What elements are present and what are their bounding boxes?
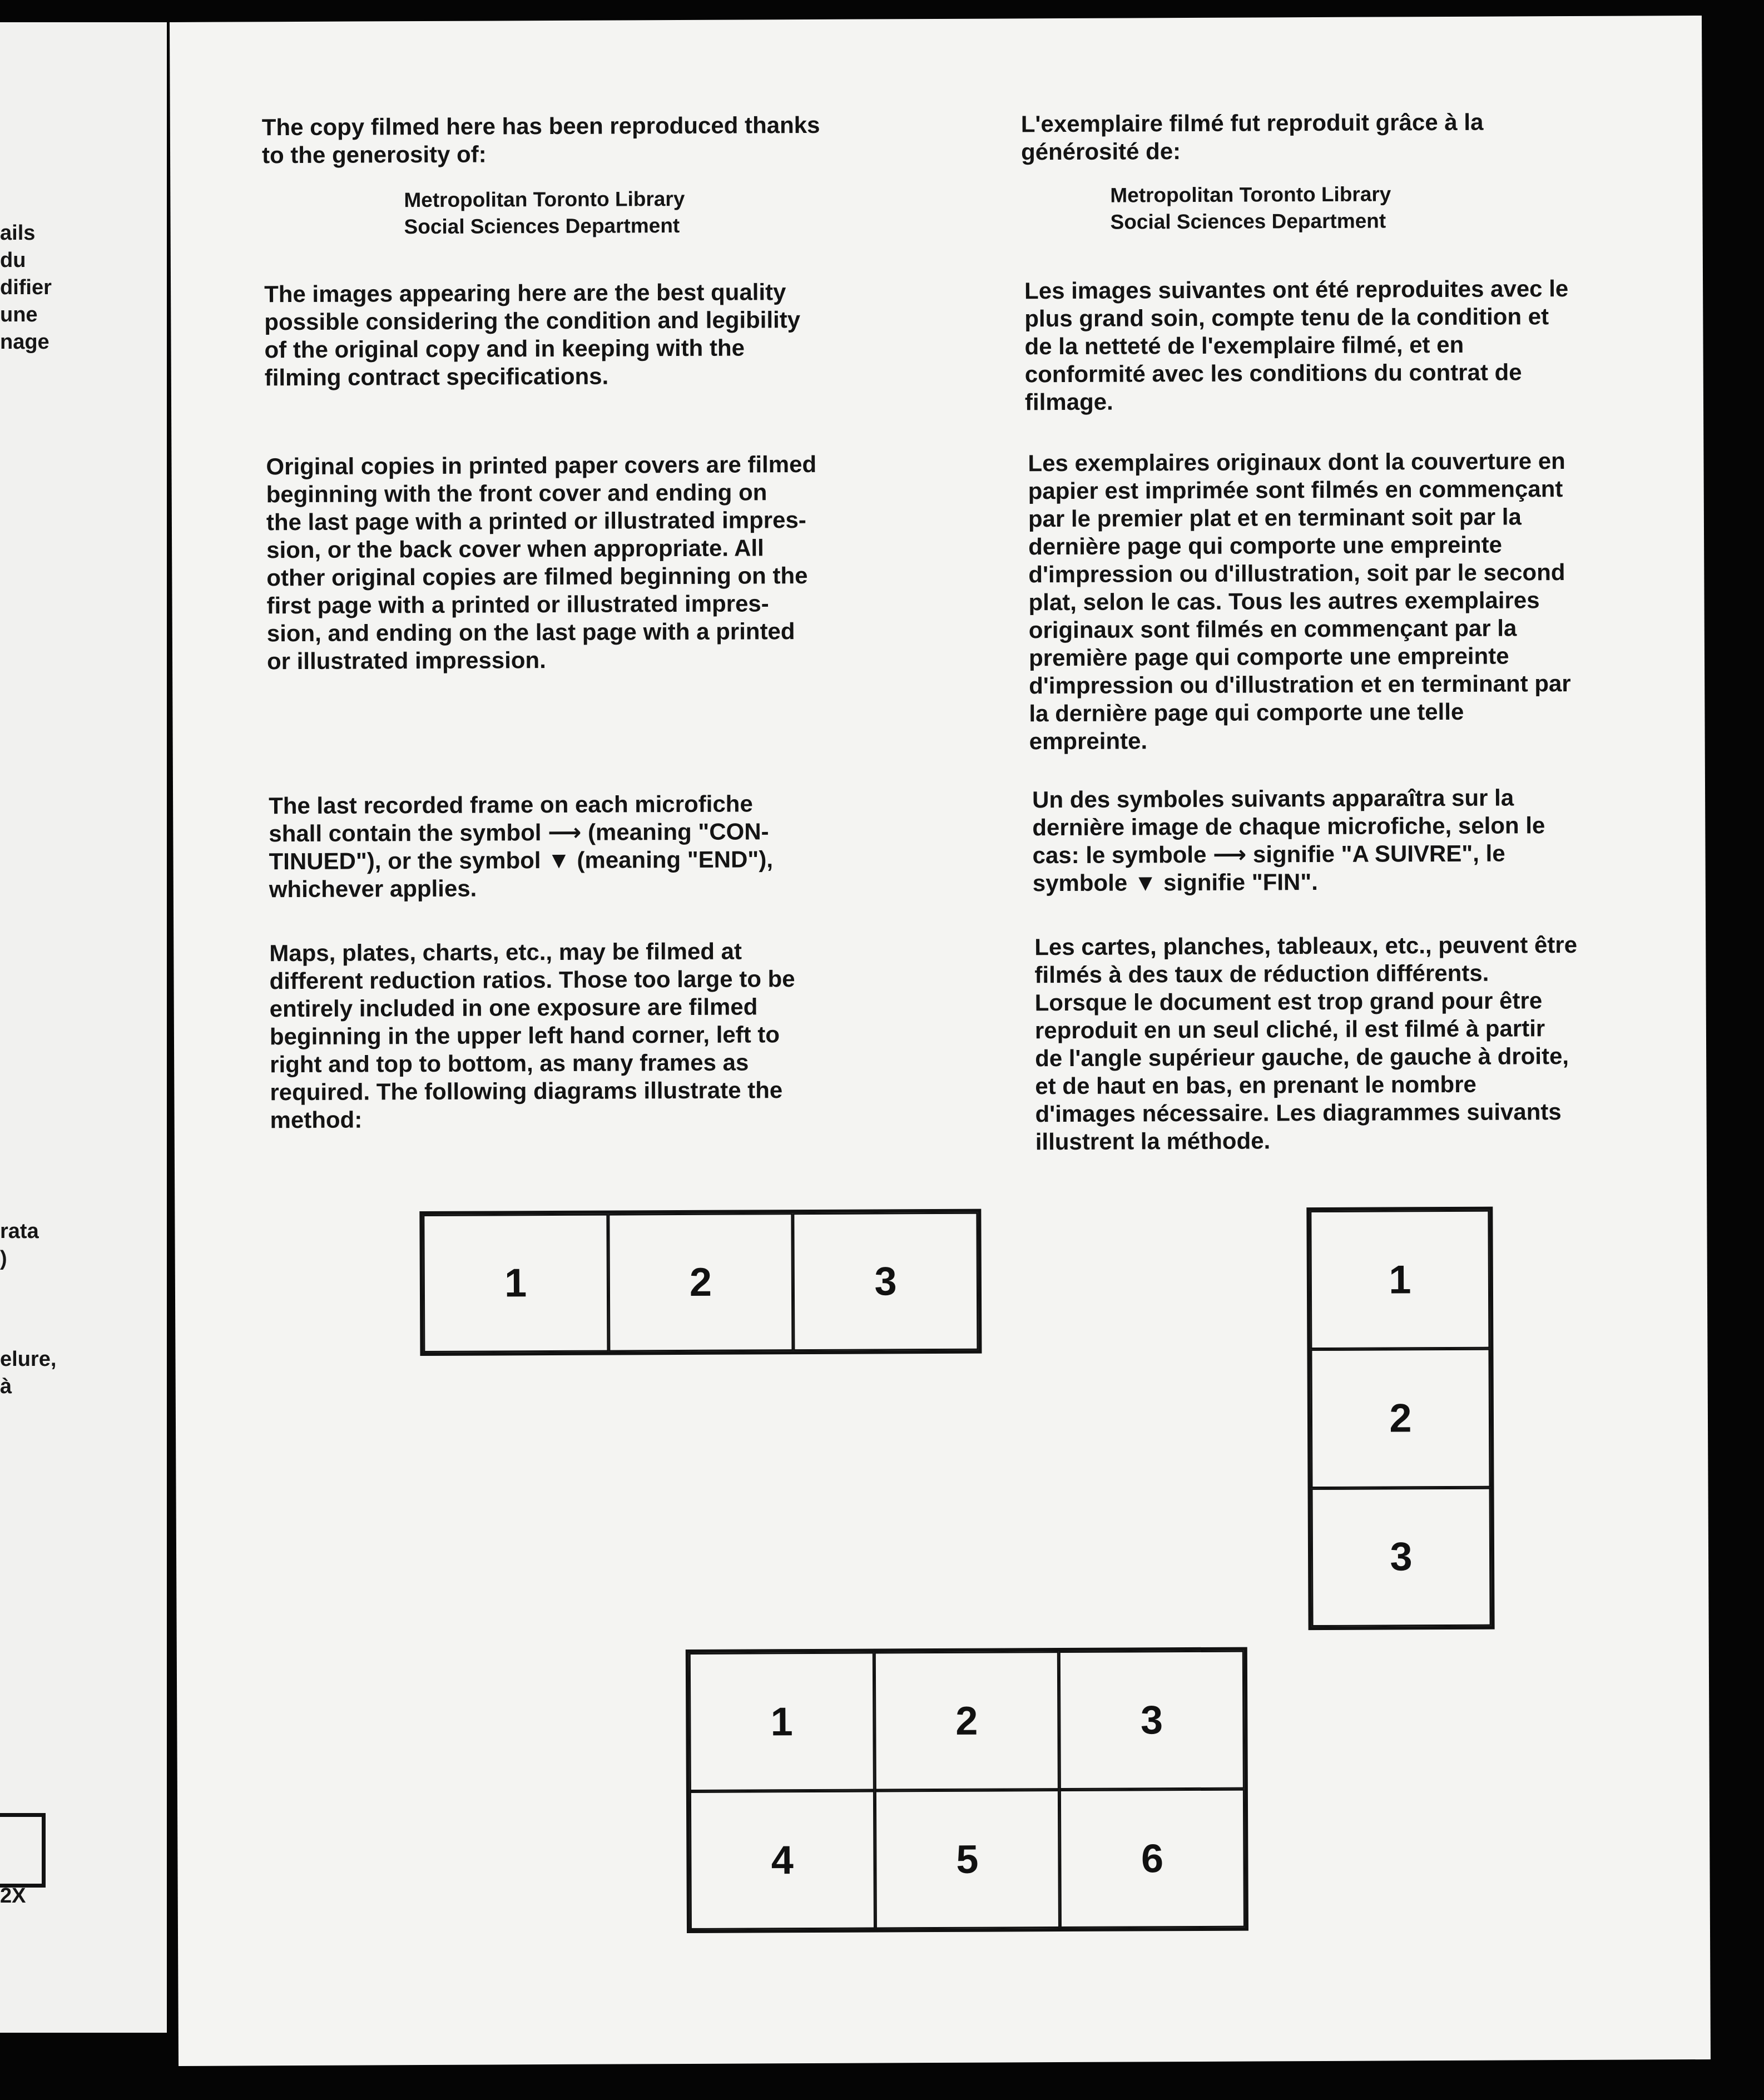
diagram-vertical: [1306, 1207, 1494, 1630]
diagram-cell: 3: [1311, 1487, 1492, 1627]
french-intro: L'exemplaire filmé fut reproduit grâce à la générosité de:: [1020, 108, 1484, 165]
diagram-cell: 2: [1310, 1349, 1490, 1488]
previous-page-text-mid: rata ): [0, 1220, 39, 1270]
diagram-cell: 5: [875, 1790, 1061, 1929]
french-filming-order: Les exemplaires originaux dont la couverture en papier est imprimée sont filmés en commençant par le premier plat et en terminant soit par la dernière page qui comporte une empreinte d'impression ou d'illustration, soit par le second plat, selon le cas. Tous les autres exemplaires originaux sont filmés en commençant par la première page qui comporte une empreinte d'impression ou d'illustration et en terminant par la dernière page qui comporte une telle empreinte.: [1028, 448, 1571, 755]
diagram-cell: 1: [1310, 1210, 1490, 1350]
english-image-quality: The images appearing here are the best quality possible considering the condition and legibility of the original copy and in keeping with the filming contract specifications.: [264, 279, 801, 391]
english-symbols: The last recorded frame on each microfiche shall contain the symbol ⟶ (meaning "CON- TINUED"), or the symbol ▼ (meaning "END"), whichever applies.: [269, 790, 774, 903]
french-library-name: Metropolitan Toronto Library Social Sciences Department: [1110, 182, 1391, 234]
diagram-grid: [686, 1647, 1248, 1933]
english-library-name: Metropolitan Toronto Library Social Sciences Department: [404, 187, 685, 239]
diagram-cell: 2: [874, 1651, 1059, 1790]
previous-page-text-top: ails du difier une nage: [0, 221, 52, 354]
english-intro: The copy filmed here has been reproduced thanks to the generosity of:: [261, 111, 820, 169]
diagram-cell: 3: [793, 1212, 979, 1351]
diagram-cell: 6: [1059, 1789, 1245, 1928]
diagram-cell: 1: [689, 1652, 875, 1791]
document-page: [170, 16, 1711, 2066]
english-maps-plates: Maps, plates, charts, etc., may be filmed at different reduction ratios. Those too large to be entirely included in one exposure are filmed beginning in the upper left hand corner, left to right and top to bottom, as many frames as required. The following diagrams illustrate the method:: [269, 938, 795, 1133]
diagram-horizontal: [419, 1209, 982, 1356]
previous-page-box: [0, 1813, 46, 1888]
french-image-quality: Les images suivantes ont été reproduites avec le plus grand soin, compte tenu de la condition et de la netteté de l'exemplaire filmé, et en conformité avec les conditions du contrat de filmage.: [1024, 275, 1569, 415]
french-symbols: Un des symboles suivants apparaîtra sur la dernière image de chaque microfiche, selon le cas: le symbole ⟶ signifie "A SUIVRE", le symbole ▼ signifie "FIN".: [1032, 784, 1545, 897]
french-maps-plates: Les cartes, planches, tableaux, etc., peuvent être filmés à des taux de réduction différents. Lorsque le document est trop grand pour être reproduit en un seul cliché, il est filmé à partir de l'angle supérieur gauche, de gauche à droite, et de haut en bas, en prenant le nombre d'images nécessaire. Les diagrammes suivants illustrent la méthode.: [1034, 931, 1578, 1155]
previous-page-text-low: elure, à: [0, 1348, 57, 1398]
diagram-cell: 3: [1059, 1651, 1245, 1790]
previous-page-box-label: 2X: [0, 1884, 26, 1908]
diagram-cell: 1: [423, 1214, 608, 1353]
diagram-cell: 2: [608, 1213, 794, 1351]
english-filming-order: Original copies in printed paper covers are filmed beginning with the front cover and ending on the last page with a printed or illustrated impres- sion, or the back cover when appropriate. All other original copies are filmed beginning on the first page with a printed or illustrated impres- sion, and ending on the last page with a printed or illustrated impression.: [266, 450, 817, 675]
previous-page-fragment: [0, 22, 167, 2033]
diagram-cell: 4: [690, 1790, 875, 1929]
